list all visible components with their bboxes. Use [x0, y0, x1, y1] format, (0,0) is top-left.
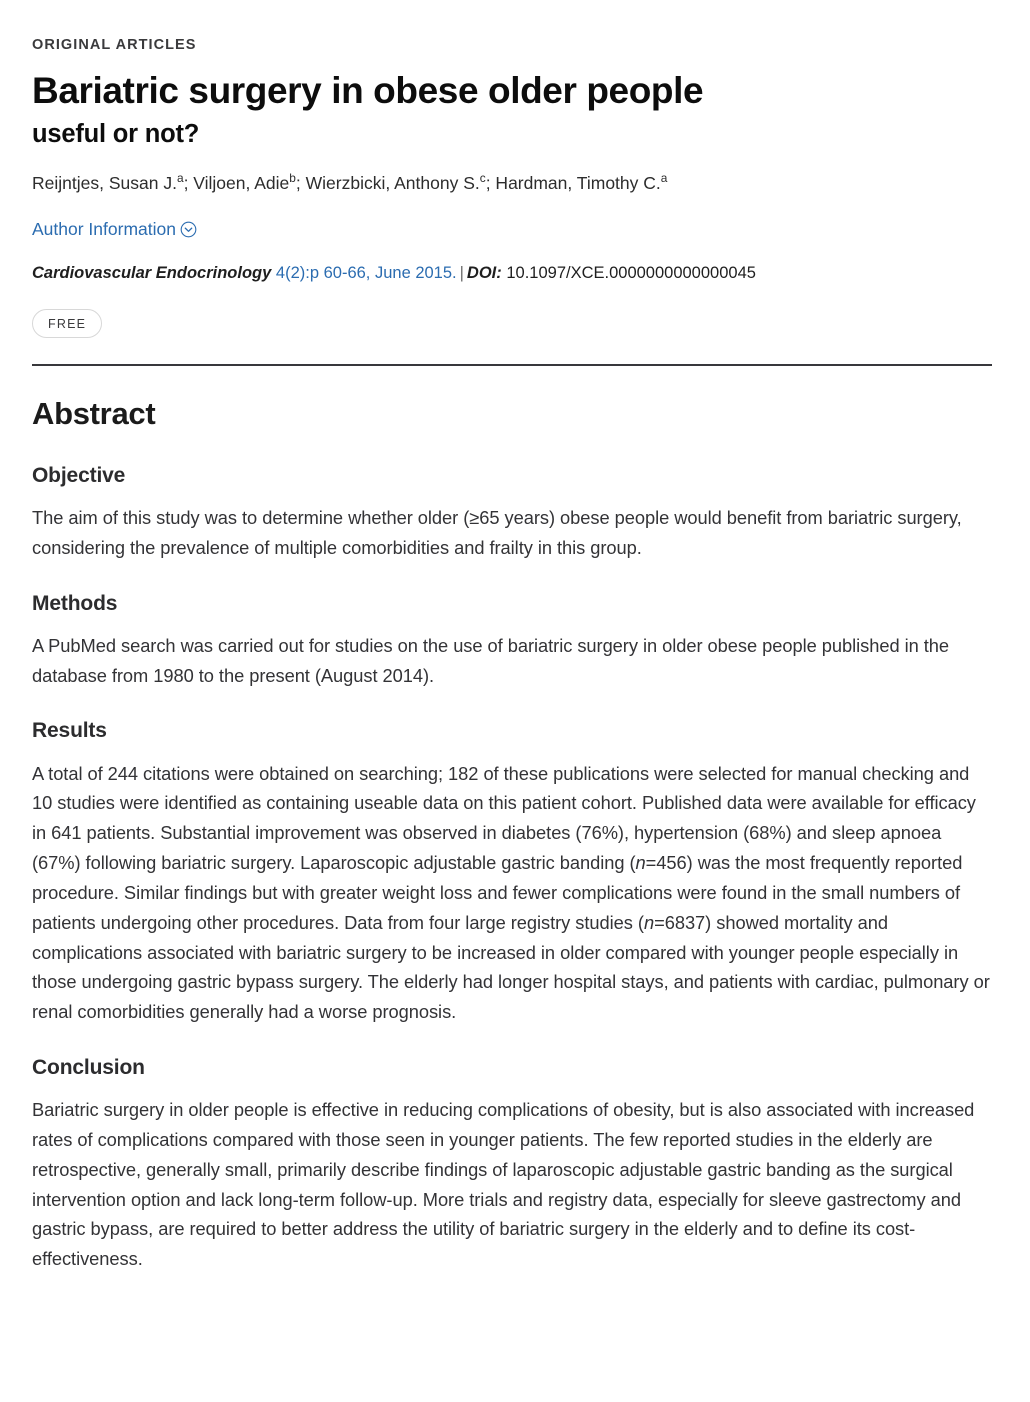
doi-value: 10.1097/XCE.0000000000000045 — [506, 264, 756, 283]
author-information-row — [32, 218, 990, 241]
article-header — [32, 37, 990, 366]
abstract-heading: Abstract — [32, 396, 156, 432]
journal-name: Cardiovascular Endocrinology — [32, 264, 272, 283]
citation-separator: | — [459, 264, 464, 283]
page-title: Bariatric surgery in obese older people — [32, 70, 704, 112]
author-information-label: Author Information — [32, 218, 176, 239]
abstract-subsection-conclusion — [32, 1055, 990, 1274]
status-badge-free[interactable]: FREE — [32, 309, 102, 338]
section-heading: Results — [32, 719, 107, 743]
author-information-link[interactable] — [32, 218, 197, 241]
section-body: Bariatric surgery in older people is effective in reducing complications of obesity, but is also associated with increased rates of complications compared with those seen in younger patients. The few reported studies in the elderly are retrospective, generally small, primarily describe findings of laparoscopic adjustable gastric banding as the surgical intervention option and lack long-term follow-up. More trials and registry data, especially for sleeve gastrectomy and gastric bypass, are required to better address the utility of bariatric surgery in the elderly and to define its cost-effectiveness. — [32, 1099, 975, 1270]
abstract-section — [32, 366, 990, 1274]
volume-issue-pages-link[interactable]: 4(2):p 60-66, June 2015. — [275, 264, 457, 283]
badge-row — [32, 309, 990, 338]
author-list: Reijntjes, Susan J.$^a$; Viljoen, Adie$^b$; Wierzbicki, Anthony S.$^c$; Hardman, Timothy C.$^a$ — [32, 171, 668, 194]
abstract-subsection-results — [32, 718, 990, 1027]
section-body: A total of 244 citations were obtained on searching; 182 of these publications were selected for manual checking and 10 studies were identified as containing useable data on this patient cohort. Published data were available for efficacy in 641 patients. Substantial improvement was observed in diabetes (76%), hypertension (68%) and sleep apnoea (67%) following bariatric surgery. Laparoscopic adjustable gastric banding (n=456) was the most frequently reported procedure. Similar findings but with greater weight loss and fewer complications were found in the small numbers of patients undergoing other procedures. Data from four large registry studies (n=6837) showed mortality and complications associated with bariatric surgery to be increased in older compared with younger people especially in those undergoing gastric bypass surgery. The elderly had longer hospital stays, and patients with cardiac, pulmonary or renal comorbidities generally had a worse prognosis. — [32, 762, 990, 1023]
abstract-subsection-objective — [32, 463, 990, 563]
article-type-kicker: ORIGINAL ARTICLES — [32, 37, 197, 53]
doi-label: DOI: — [466, 264, 502, 283]
section-body: The aim of this study was to determine whether older (≥65 years) obese people would benefit from bariatric surgery, considering the prevalence of multiple comorbidities and frailty in this group. — [32, 507, 962, 558]
abstract-subsection-methods — [32, 591, 990, 691]
section-heading: Objective — [32, 463, 126, 487]
section-body: A PubMed search was carried out for studies on the use of bariatric surgery in older obese people published in the database from 1980 to the present (August 2014). — [32, 634, 950, 686]
title-block — [32, 70, 990, 149]
abstract-sections — [32, 463, 990, 1274]
chevron-down-circle-icon — [180, 221, 197, 238]
page-subtitle: useful or not? — [32, 119, 200, 148]
citation-line — [32, 262, 990, 286]
section-heading: Methods — [32, 591, 118, 615]
section-heading: Conclusion — [32, 1055, 145, 1079]
